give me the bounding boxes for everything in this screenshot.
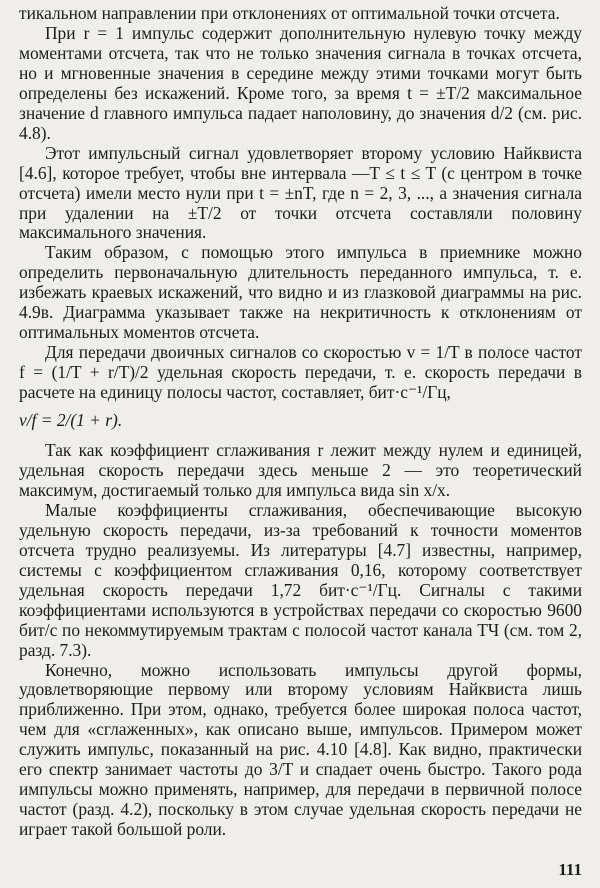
page-number: 111 — [558, 860, 582, 880]
paragraph: При r = 1 импульс содержит дополнительную нулевую точку между моментами отсчета, так что не только значения сигнала в точках отсчета, но и мгновенные значения в середине между этими точками могут быть определены без искажений. Кроме того, за время t = ±T/2 максимальное значение d главного импульса падает наполовину, до значения d/2 (см. рис. 4.8). — [19, 22, 582, 143]
paragraph: Таким образом, с помощью этого импульса в приемнике можно определить первоначальную длительность переданного импульса, т. е. избежать краевых искажений, что видно и из глазковой диаграммы на рис. 4.9в. Диаграмма указывает также на некритичность к отклонениям от оптимальных моментов отсчета. — [19, 242, 582, 343]
paragraph: тикальном направлении при отклонениях от оптимальной точки отсчета. — [19, 3, 560, 23]
formula: v/f = 2/(1 + r). — [19, 410, 123, 431]
paragraph: Этот импульсный сигнал удовлетворяет второму условию Найквиста [4.6], которое требует, чтобы вне интервала —T ≤ t ≤ T (с центром в точке отсчета) имели место нули при t = ±nT, где n = 2, 3, ..., а значения сигнала при удалении на ±T/2 от точки отсчета составляли половину максимального значения. — [19, 142, 582, 243]
paragraph: Малые коэффициенты сглаживания, обеспечивающие высокую удельную скорость передачи, из-за требований к точности моментов отсчета трудно реализуемы. Из литературы [4.7] известны, например, системы с коэффициентом сглаживания 0,16, которому соответствует удельная скорость передачи 1,72 бит·с⁻¹/Гц. Сигналы с такими коэффициентами используются в устройствах передачи со скоростью 9600 бит/с по некоммутируемым трактам с полосой частот канала ТЧ (см. том 2, разд. 7.3). — [19, 499, 582, 660]
paragraph: Для передачи двоичных сигналов со скоростью v = 1/T в полосе частот f = (1/T + r/T)/2 удельная скорость передачи, т. е. скорость передачи в расчете на единицу полосы частот, составляет, бит·с⁻¹/Гц, — [19, 342, 582, 403]
paragraph: Конечно, можно использовать импульсы другой формы, удовлетворяющие первому или второму условиям Найквиста лишь приближенно. При этом, однако, требуется более широкая полоса частот, чем для «сглаженных», как описано выше, импульсов. Примером может служить импульс, показанный на рис. 4.10 [4.8]. Как видно, практически его спектр занимает частоты до 3/T и спадает очень быстро. Такого рода импульсы можно применять, например, для передачи в первичной полосе частот (разд. 4.2), поскольку в этом случае удельная скорость передачи не играет такой большой роли. — [19, 659, 582, 840]
paragraph: Так как коэффициент сглаживания r лежит между нулем и единицей, удельная скорость передачи здесь меньше 2 — это теоретический максимум, достигаемый только для импульса вида sin x/x. — [19, 440, 582, 500]
